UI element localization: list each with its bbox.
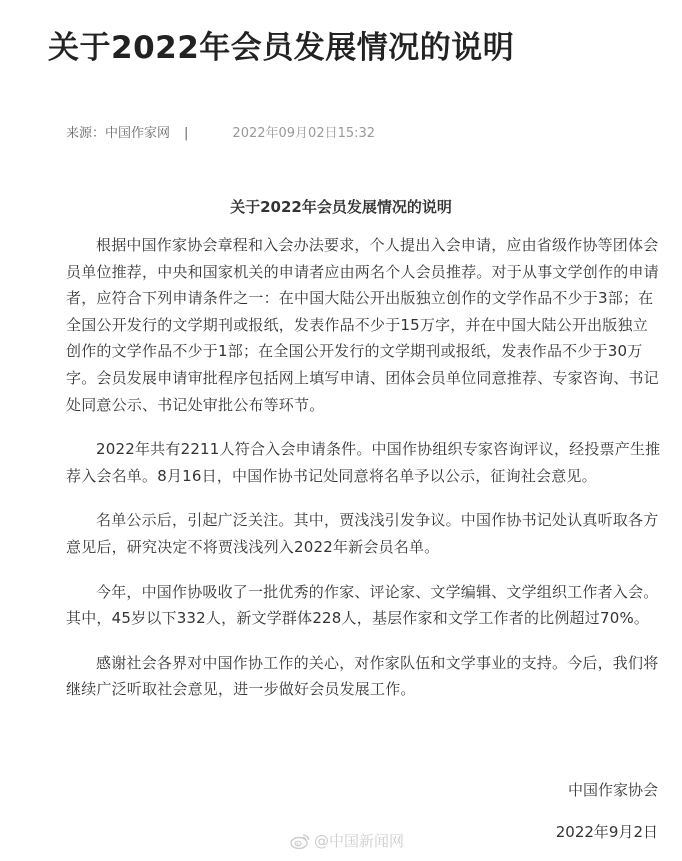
meta-separator: | — [184, 126, 189, 141]
page-title: 关于2022年会员发展情况的说明 — [48, 30, 515, 66]
article-heading: 关于2022年会员发展情况的说明 — [230, 198, 452, 216]
publish-date: 2022年09月02日15:32 — [232, 126, 376, 141]
paragraph-4: 今年，中国作协吸收了一批优秀的作家、评论家、文学编辑、文学组织工作者入会。其中，45岁以下332人，新文学群体228人，基层作家和文学工作者的比例超过70%。 — [66, 582, 659, 628]
sign-date: 2022年9月2日 — [555, 823, 658, 841]
paragraph-2: 2022年共有2211人符合入会申请条件。中国作协组织专家咨询评议，经投票产生推荐入会名单。8月16日，中国作协书记处同意将名单予以公示，征询社会意见。 — [66, 440, 661, 485]
source-link[interactable]: 中国作家网 — [105, 126, 171, 141]
article-body — [66, 232, 662, 721]
weibo-icon — [290, 833, 310, 849]
article-meta — [66, 123, 375, 145]
paragraph-1: 根据中国作家协会章程和入会办法要求，个人提出入会申请，应由省级作协等团体会员单位推荐，中央和国家机关的申请者应由两名个人会员推荐。对于从事文学创作的申请者，应符合下列申请条件之一：在中国大陆公开出版独立创作的文学作品不少于3部；在全国公开发行的文学期刊或报纸，发表作品不少于15万字，并在中国大陆公开出版独立创作的文学作品不少于1部；在全国公开发行的文学期刊或报纸，发表作品不少于30万字。会员发展申请审批程序包括网上填写申请、团体会员单位同意推荐、专家咨询、书记处同意公示、书记处审批公布等环节。 — [66, 236, 659, 414]
watermark-text: @中国新闻网 — [314, 832, 405, 850]
source-label: 来源： — [66, 126, 106, 141]
watermark — [290, 830, 404, 852]
signature: 中国作家协会 — [567, 781, 658, 799]
paragraph-5: 感谢社会各界对中国作协工作的关心，对作家队伍和文学事业的支持。今后，我们将继续广泛听取社会意见，进一步做好会员发展工作。 — [66, 653, 659, 699]
paragraph-3: 名单公示后，引起广泛关注。其中，贾浅浅引发争议。中国作协书记处认真听取各方意见后，研究决定不将贾浅浅列入2022年新会员名单。 — [66, 511, 659, 556]
